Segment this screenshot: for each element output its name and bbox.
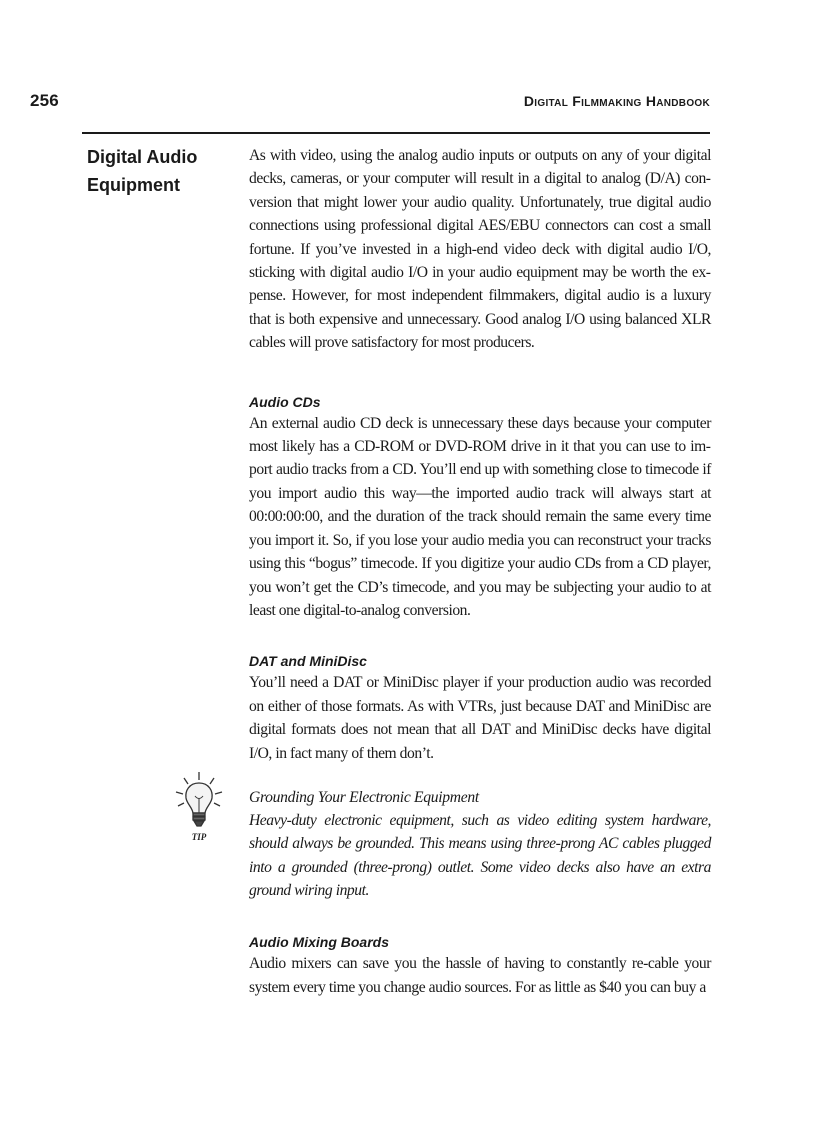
body-column [249,144,711,999]
mixing-boards-paragraph: Audio mixers can save you the hassle of having to constantly re-cable your system every time you change audio sources. For as little as $40 you can buy a [249,955,711,996]
header-rule [82,132,710,134]
tip-block [249,786,711,902]
page-number: 256 [30,91,59,110]
lightbulb-tip-icon [174,770,224,845]
section-heading-line-1: Digital Audio [87,147,198,167]
intro-paragraph: As with video, using the analog audio inputs or outputs on any of your digital decks, cameras, or your computer will result in a digital to analog (D/A) conversion that might lower your audio quality. Unfortunately, true digital audio connections using professional digital AES/EBU connectors can cost a small fortune. If you’ve invested in a high-end video deck with digital audio I/O, sticking with digital audio I/O in your audio equipment may be worth the expense. However, for most independent filmmakers, digital audio is a luxury that is both expensive and unnecessary. Good analog I/O using balanced XLR cables will prove satisfactory for most producers. [249,147,711,352]
subheading-mixing-boards: Audio Mixing Boards [249,934,389,951]
section-heading-line-2: Equipment [87,175,180,195]
running-head: Digital Filmmaking Handbook [523,93,710,109]
dat-minidisc-paragraph: You’ll need a DAT or MiniDisc player if your production audio was recorded on either of those formats. As with VTRs, just because DAT and MiniDisc are digital formats does not mean that all DAT and MiniDisc decks have digital I/O, in fact many of them don’t. [249,674,711,762]
tip-text: Heavy-duty electronic equipment, such as video editing system hardware, should always be grounded. This means using three-prong AC cables plugged into a grounded (three-prong) outlet. Some video decks also have an extra ground wiring input. [249,811,711,899]
subheading-audio-cds: Audio CDs [249,393,321,410]
tip-icon-label: TIP [191,832,207,842]
tip-title: Grounding Your Electronic Equipment [249,788,479,806]
section-heading [87,143,237,199]
subheading-dat-minidisc: DAT and MiniDisc [249,653,367,670]
audio-cds-paragraph: An external audio CD deck is unnecessary these days because your computer most likely has a CD-ROM or DVD-ROM drive in it that you can use to import audio tracks from a CD. You’ll end up with something close to timecode if you import audio this way—the imported audio track will always start at 00:00:00:00, and the duration of the track should remain the same every time you import it. So, if you lose your audio media you can reconstruct your tracks using this “bogus” timecode. If you digitize your audio CDs from a CD player, you won’t get the CD’s timecode, and you may be subjecting your audio to at least one digital-to-analog conversion. [249,414,711,619]
